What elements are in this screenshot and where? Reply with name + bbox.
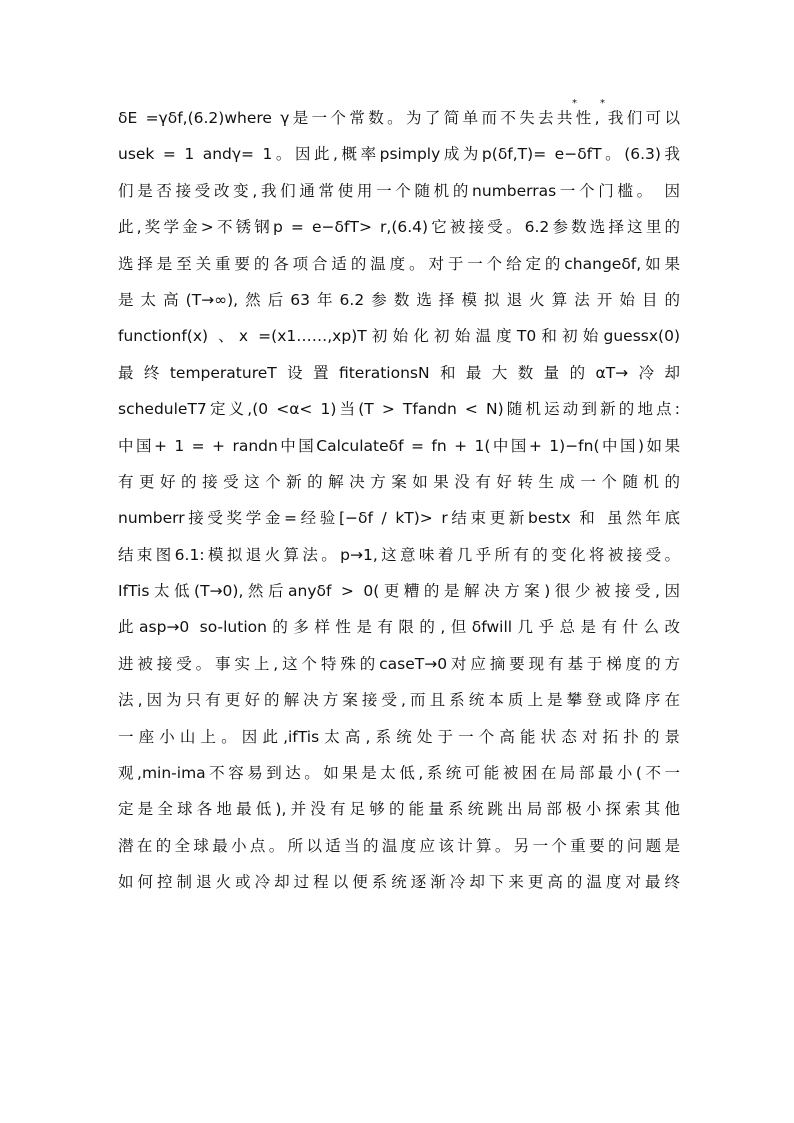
text-line: 中国+ 1 = + randn中国Calculateδf = fn + 1(中国+ 1)−fn(中国)如果 xyxy=(118,436,680,455)
text-line: 此,奖学金>不锈钢p = e−δfT> r,(6.4)它被接受。6.2参数选择这里的 xyxy=(118,218,680,237)
text-line: 是太高(T→∞),然后63年6.2参数选择模拟退火算法开始目的 xyxy=(118,290,680,309)
text-line: 法,因为只有更好的解决方案接受,而且系统本质上是攀登或降序在 xyxy=(118,691,680,710)
text-line: 最终temperatureT设置fiterationsN和最大数量的αT→冷却 xyxy=(118,363,680,382)
text-line: 结束图6.1:模拟退火算法。p→1,这意味着几乎所有的变化将被接受。 xyxy=(118,545,680,564)
footnote-mark: * xyxy=(572,98,577,109)
text-line: 选择是至关重要的各项合适的温度。对于一个给定的changeδf,如果 xyxy=(118,254,680,273)
text-line: numberr接受奖学金=经验[−δf / kT)> r结束更新bestx 和 虽然年底 xyxy=(118,509,680,528)
text-line: 有更好的接受这个新的解决方案如果没有好转生成一个随机的 xyxy=(118,472,680,491)
text-line: scheduleT7定义,(0 <α< 1)当(T > Tfandn < N)随机运动到新的地点: xyxy=(118,400,680,419)
text-line: 潜在的全球最小点。所以适当的温度应该计算。另一个重要的问题是 xyxy=(118,836,680,855)
text-line: functionf(x) 、x =(x1……,xp)T初始化初始温度T0和初始guessx(0) xyxy=(118,327,680,346)
text-line: usek = 1 andγ= 1。因此,概率psimply成为p(δf,T)= e−δfT。(6.3)我 xyxy=(118,145,680,164)
text-line: 进被接受。事实上,这个特殊的caseT→0对应摘要现有基于梯度的方 xyxy=(118,654,680,673)
text-line: δE =γδf,(6.2)where γ是一个常数。为了简单而不失去共性, 我们可以 xyxy=(118,109,680,127)
text-line: 们是否接受改变,我们通常使用一个随机的numberras一个门槛。 因 xyxy=(118,181,680,200)
body-text xyxy=(118,100,680,901)
text-line: 此asp→0 so-lution的多样性是有限的,但δfwill几乎总是有什么改 xyxy=(118,618,680,637)
text-line: 如何控制退火或冷却过程以便系统逐渐冷却下来更高的温度对最终 xyxy=(118,873,680,892)
text-line: 定是全球各地最低),并没有足够的能量系统跳出局部极小探索其他 xyxy=(118,800,680,819)
text-line: 一座小山上。因此,ifTis太高,系统处于一个高能状态对拓扑的景 xyxy=(118,727,680,746)
text-line: IfTis太低(T→0),然后anyδf > 0(更糟的是解决方案)很少被接受,因 xyxy=(118,582,680,601)
footnote-mark: * xyxy=(600,98,605,109)
text-line: 观,min-ima不容易到达。如果是太低,系统可能被困在局部最小(不一 xyxy=(118,764,680,783)
